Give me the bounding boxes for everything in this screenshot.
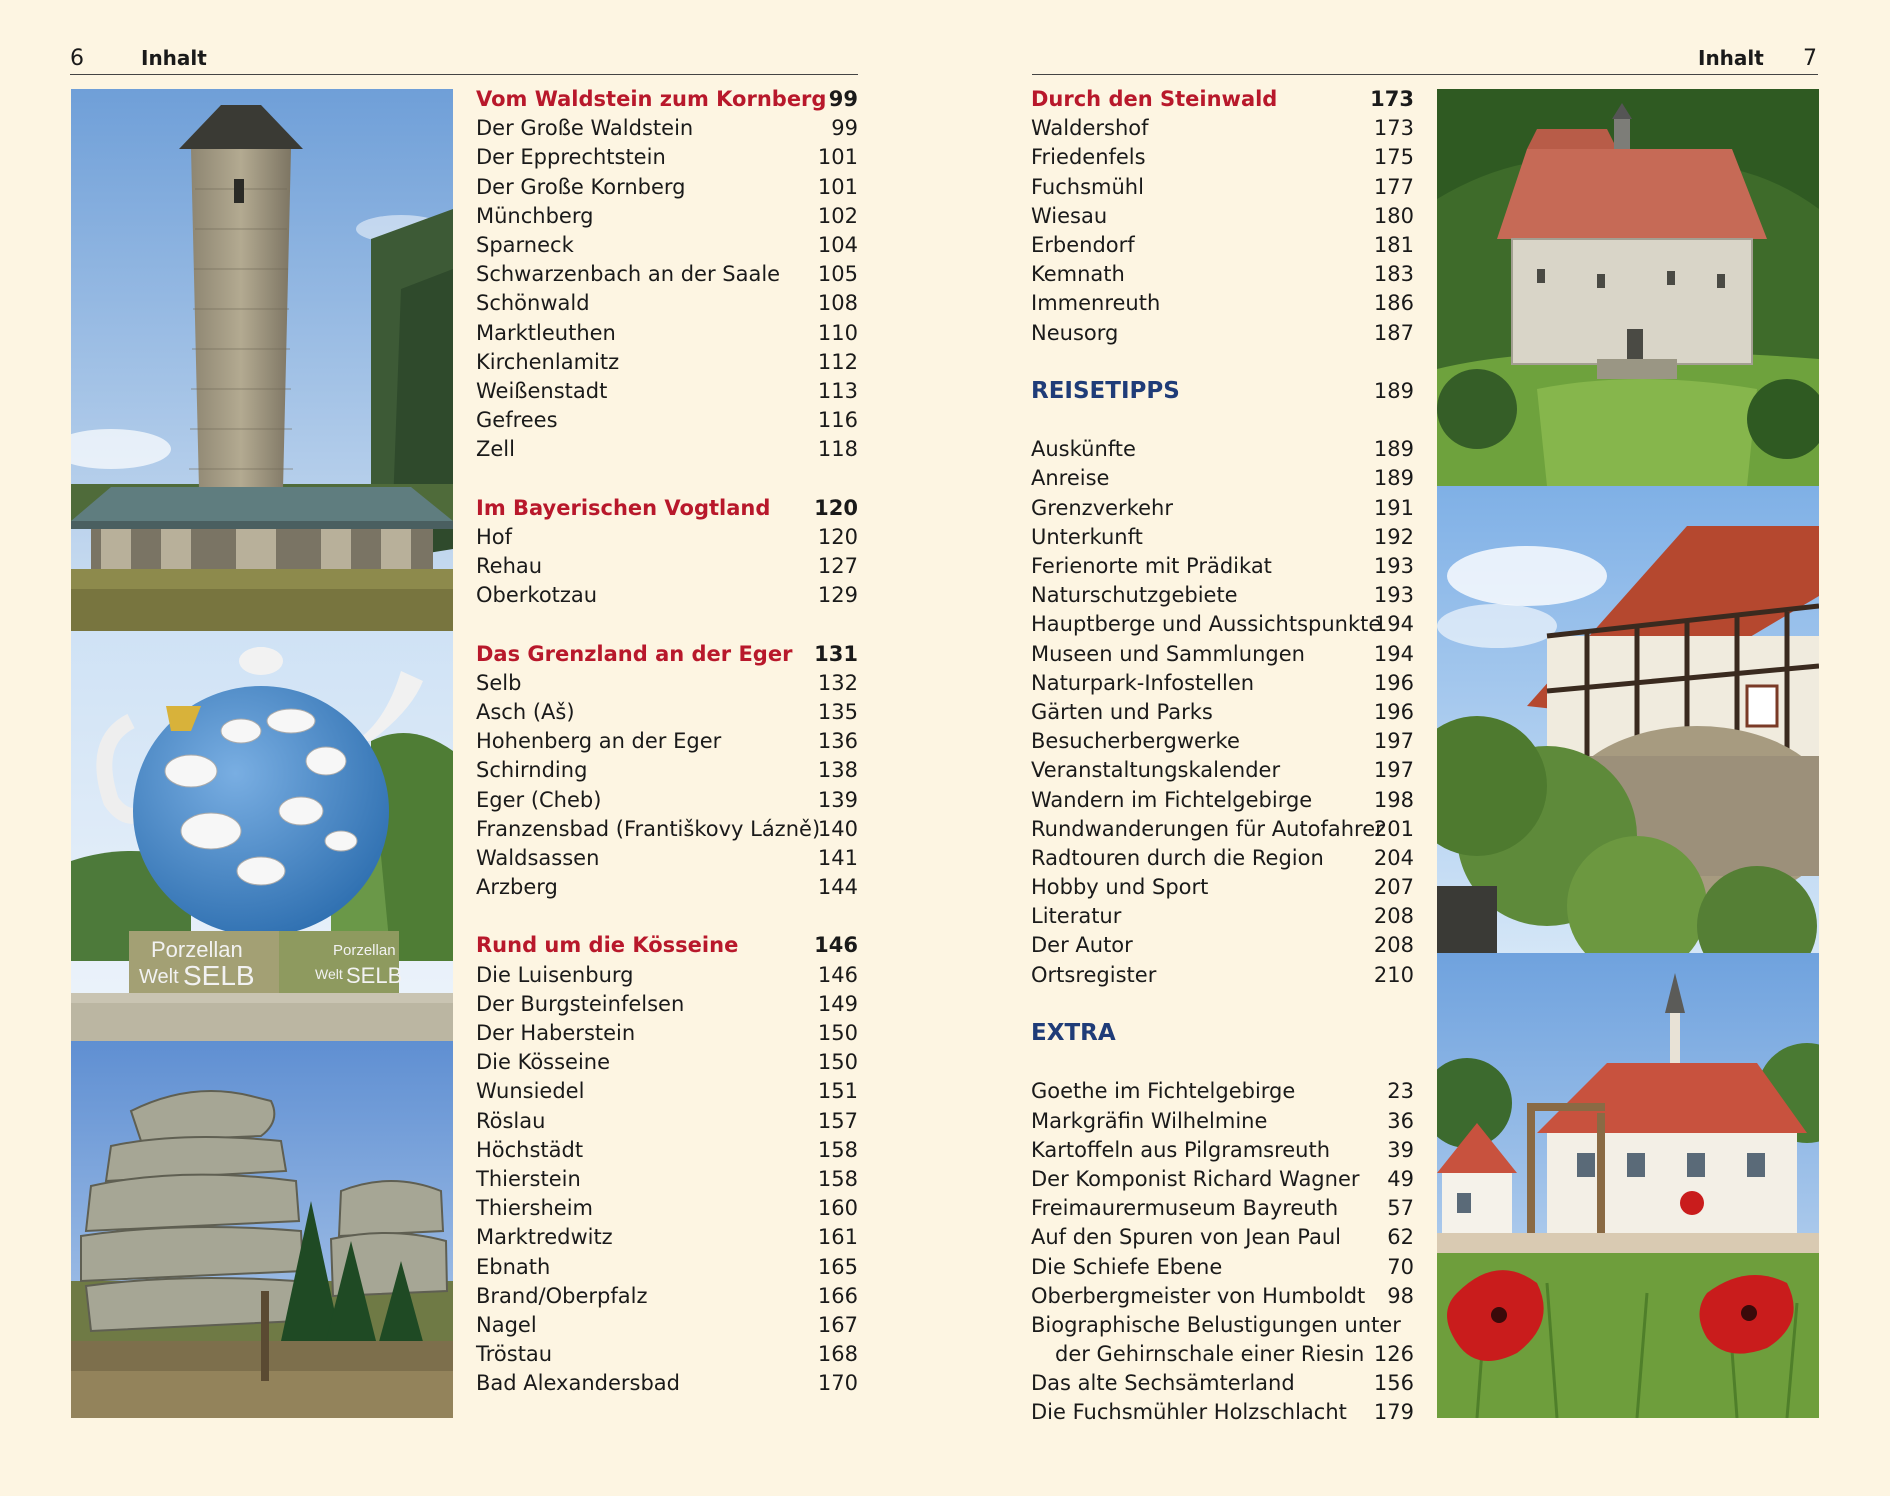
toc-entry-page: 197 [1373, 729, 1414, 754]
toc-gap [1031, 1048, 1414, 1077]
teapot-sign2-selb: SELB [346, 963, 403, 988]
toc-entry-title: Der Große Waldstein [476, 116, 694, 141]
toc-entry-page: 113 [817, 378, 858, 403]
toc-entry[interactable] [476, 1019, 858, 1048]
toc-entry[interactable] [476, 1369, 858, 1398]
toc-entry-title: Anreise [1031, 466, 1110, 491]
toc-entry-title: Freimaurermuseum Bayreuth [1031, 1196, 1339, 1221]
toc-entry-page: 187 [1373, 320, 1414, 345]
toc-entry[interactable] [476, 143, 858, 172]
toc-entry-page: 166 [817, 1283, 858, 1308]
toc-entry-title: Wunsiedel [476, 1079, 585, 1104]
toc-entry-page: 23 [1387, 1079, 1414, 1104]
toc-entry-title: Wiesau [1031, 203, 1108, 228]
rocks-photo [71, 1041, 453, 1418]
toc-entry[interactable] [476, 961, 858, 990]
toc-entry-page: 196 [1373, 699, 1414, 724]
toc-entry-title: Kirchenlamitz [476, 349, 620, 374]
toc-entry-title: Waldershof [1031, 116, 1149, 141]
toc-entry-page: 156 [1373, 1371, 1414, 1396]
toc-entry-page: 150 [817, 1021, 858, 1045]
toc-entry-page: 189 [1373, 437, 1414, 462]
toc-entry-title: Das Grenzland an der Eger [476, 641, 793, 666]
toc-entry-title: Vom Waldstein zum Kornberg [476, 87, 827, 111]
toc-gap [476, 464, 858, 493]
toc-entry[interactable] [1031, 114, 1414, 143]
toc-entry-page: 160 [817, 1196, 858, 1221]
toc-entry-page: 101 [817, 174, 858, 199]
toc-entry-title: Schönwald [476, 291, 590, 316]
toc-entry-title: Thiersheim [476, 1196, 593, 1221]
teapot-sign2-line1: Porzellan [333, 942, 396, 959]
toc-entry-page: 129 [817, 583, 858, 608]
toc-entry[interactable] [476, 1165, 858, 1194]
toc-entry-title: Franzensbad (Františkovy Lázně) [476, 816, 821, 841]
toc-entry[interactable] [1031, 756, 1414, 785]
toc-entry-title: Markgräfin Wilhelmine [1031, 1108, 1268, 1133]
toc-entry[interactable] [476, 990, 858, 1019]
toc-entry[interactable] [1031, 1107, 1414, 1136]
toc-entry[interactable] [1031, 698, 1414, 727]
left-header-rule [70, 74, 858, 75]
toc-entry[interactable] [476, 173, 858, 202]
toc-entry-title: Asch (Aš) [476, 699, 575, 724]
poppy-village-photo [1437, 953, 1819, 1418]
toc-entry-page: 192 [1373, 524, 1414, 549]
toc-gap [1031, 348, 1414, 377]
toc-entry[interactable] [1031, 173, 1414, 202]
toc-entry-title: Die Schiefe Ebene [1031, 1254, 1223, 1279]
toc-entry-page: 194 [1373, 612, 1414, 637]
toc-entry-title: Schirnding [476, 758, 588, 783]
toc-entry-page: 144 [817, 875, 858, 900]
toc-entry-title: Ebnath [476, 1254, 551, 1279]
toc-entry[interactable] [476, 406, 858, 435]
toc-entry-page: 57 [1387, 1196, 1414, 1221]
toc-entry-title: Naturschutzgebiete [1031, 583, 1238, 608]
toc-entry-title: Kartoffeln aus Pilgramsreuth [1031, 1137, 1331, 1162]
toc-entry[interactable] [476, 1340, 858, 1369]
toc-entry-page: 175 [1373, 145, 1414, 170]
toc-major-heading[interactable] [1031, 377, 1414, 406]
toc-entry-title: Die Luisenburg [476, 962, 634, 987]
toc-entry[interactable] [476, 1311, 858, 1340]
toc-entry-page: 167 [817, 1312, 858, 1337]
toc-entry-title: Brand/Oberpfalz [476, 1283, 648, 1308]
toc-entry-page: 112 [817, 349, 858, 374]
toc-entry[interactable] [1031, 1369, 1414, 1398]
toc-entry-title: Hauptberge und Aussichtspunkte [1031, 612, 1382, 637]
right-toc [1031, 85, 1414, 1428]
toc-entry[interactable] [476, 114, 858, 143]
toc-entry[interactable] [1031, 844, 1414, 873]
toc-entry[interactable] [1031, 669, 1414, 698]
toc-entry[interactable] [1031, 931, 1414, 960]
toc-entry[interactable] [476, 698, 858, 727]
toc-entry[interactable] [1031, 494, 1414, 523]
toc-entry-title: Rehau [476, 554, 543, 578]
toc-entry-title: Nagel [476, 1312, 537, 1337]
toc-entry-page: 104 [817, 232, 858, 257]
toc-section-heading[interactable] [476, 85, 858, 114]
toc-entry-title: Thierstein [476, 1166, 581, 1191]
toc-entry-title: Die Kösseine [476, 1050, 611, 1075]
toc-entry[interactable] [1031, 1253, 1414, 1282]
toc-entry-title: Veranstaltungskalender [1031, 758, 1281, 783]
toc-entry-title: Oberkotzau [476, 583, 598, 608]
toc-entry-title: Unterkunft [1031, 524, 1143, 549]
toc-entry-title: Der Komponist Richard Wagner [1031, 1166, 1360, 1191]
toc-entry-page: 161 [817, 1225, 858, 1250]
toc-entry-title: Schwarzenbach an der Saale [476, 262, 781, 287]
toc-entry[interactable] [476, 1048, 858, 1077]
toc-entry-page: 191 [1373, 495, 1414, 520]
toc-entry[interactable] [1031, 1282, 1414, 1311]
toc-entry[interactable] [476, 1253, 858, 1282]
toc-entry-title: Der Autor [1031, 933, 1133, 958]
toc-entry[interactable] [1031, 727, 1414, 756]
toc-entry-page: 146 [814, 933, 858, 958]
toc-entry-page: 127 [817, 554, 858, 578]
toc-entry-title: Sparneck [476, 232, 574, 257]
toc-entry-title: Rund um die Kösseine [476, 933, 739, 958]
toc-entry-title: Wandern im Fichtelgebirge [1031, 787, 1313, 812]
left-toc [476, 85, 858, 1398]
toc-section-heading[interactable] [476, 931, 858, 960]
toc-entry-title: der Gehirnschale einer Riesin [1055, 1342, 1365, 1367]
toc-entry-page: 198 [1373, 787, 1414, 812]
toc-entry[interactable] [476, 873, 858, 902]
teapot-sign2-welt: Welt [315, 966, 343, 982]
toc-gap [1031, 406, 1414, 435]
toc-entry-title: Gärten und Parks [1031, 699, 1213, 724]
toc-entry-page: 179 [1373, 1400, 1414, 1425]
toc-entry-title: Bad Alexandersbad [476, 1371, 680, 1396]
toc-gap [1031, 990, 1414, 1019]
right-header-label: Inhalt [1698, 46, 1764, 70]
toc-entry-page: 98 [1387, 1283, 1414, 1308]
toc-entry-page: 135 [817, 699, 858, 724]
toc-entry-title: Besucherbergwerke [1031, 729, 1240, 754]
toc-entry[interactable] [1031, 1398, 1414, 1427]
toc-entry-page: 70 [1387, 1254, 1414, 1279]
toc-entry-title: Neusorg [1031, 320, 1119, 345]
toc-entry-page: 105 [817, 262, 858, 287]
toc-entry-title: Durch den Steinwald [1031, 87, 1278, 111]
toc-entry-title: Museen und Sammlungen [1031, 641, 1305, 666]
toc-entry-page: 101 [817, 145, 858, 170]
chapel-photo [1437, 89, 1819, 486]
toc-entry-page: 180 [1373, 203, 1414, 228]
toc-entry[interactable] [476, 669, 858, 698]
toc-entry-title: Hohenberg an der Eger [476, 729, 722, 754]
toc-entry-title: EXTRA [1031, 1020, 1116, 1046]
toc-entry-title: Fuchsmühl [1031, 174, 1144, 199]
toc-entry-page: 158 [817, 1137, 858, 1162]
toc-entry-page: 196 [1373, 670, 1414, 695]
toc-entry[interactable] [1031, 1223, 1414, 1252]
toc-entry[interactable] [476, 231, 858, 260]
toc-entry[interactable] [1031, 464, 1414, 493]
toc-entry[interactable] [1031, 873, 1414, 902]
toc-entry-page: 207 [1373, 875, 1414, 900]
toc-entry-title: Literatur [1031, 904, 1122, 929]
toc-entry-title: Der Große Kornberg [476, 174, 686, 199]
toc-major-heading[interactable] [1031, 1019, 1414, 1048]
toc-entry[interactable] [476, 1136, 858, 1165]
toc-entry-page: 116 [817, 408, 858, 433]
right-header-rule [1032, 74, 1818, 75]
toc-entry-page: 126 [1373, 1342, 1414, 1367]
castle-photo [1437, 486, 1819, 953]
toc-entry-title: Ortsregister [1031, 962, 1157, 987]
toc-entry-page: 157 [817, 1108, 858, 1133]
toc-entry-page: 208 [1373, 933, 1414, 958]
toc-entry-page: 173 [1373, 116, 1414, 141]
toc-entry-page: 149 [817, 991, 858, 1016]
toc-entry-title: Arzberg [476, 875, 558, 900]
toc-entry[interactable] [1031, 1136, 1414, 1165]
right-page-number: 7 [1803, 46, 1817, 71]
toc-entry[interactable] [1031, 231, 1414, 260]
toc-entry-page: 99 [831, 116, 858, 141]
toc-entry-page: 183 [1373, 262, 1414, 287]
right-page [945, 0, 1890, 1496]
toc-entry-title: Ferienorte mit Prädikat [1031, 554, 1272, 578]
toc-entry[interactable] [476, 786, 858, 815]
toc-entry-page: 99 [828, 87, 858, 111]
toc-entry[interactable] [476, 289, 858, 318]
toc-entry[interactable] [1031, 260, 1414, 289]
toc-entry-title: Auskünfte [1031, 437, 1136, 462]
toc-entry[interactable] [476, 1223, 858, 1252]
toc-entry-page: 118 [817, 437, 858, 462]
toc-entry-page: 204 [1373, 845, 1414, 870]
toc-entry-page: 146 [817, 962, 858, 987]
toc-entry-page: 62 [1387, 1225, 1414, 1250]
toc-entry[interactable] [476, 727, 858, 756]
toc-entry-page: 138 [817, 758, 858, 783]
toc-entry-title: Das alte Sechsämterland [1031, 1371, 1295, 1396]
toc-entry-title: Marktredwitz [476, 1225, 613, 1250]
toc-entry-page: 108 [817, 291, 858, 316]
toc-entry-title: Der Burgsteinfelsen [476, 991, 685, 1016]
toc-entry-title: Grenzverkehr [1031, 495, 1173, 520]
toc-entry[interactable] [1031, 202, 1414, 231]
toc-entry-title: REISETIPPS [1031, 377, 1180, 404]
toc-entry-page: 151 [817, 1079, 858, 1104]
toc-entry-title: Kemnath [1031, 262, 1125, 287]
toc-entry-page: 173 [1370, 87, 1414, 111]
teapot-sign-welt: Welt [139, 966, 179, 988]
toc-entry[interactable] [1031, 143, 1414, 172]
toc-entry-page: 132 [817, 670, 858, 695]
left-header-label: Inhalt [141, 46, 207, 70]
toc-entry-page: 150 [817, 1050, 858, 1075]
toc-entry-title: Naturpark-Infostellen [1031, 670, 1255, 695]
toc-entry[interactable] [1031, 786, 1414, 815]
toc-entry[interactable] [476, 844, 858, 873]
toc-entry[interactable] [476, 815, 858, 844]
toc-entry[interactable] [476, 348, 858, 377]
toc-entry-page: 120 [814, 495, 858, 520]
toc-entry-page: 208 [1373, 904, 1414, 929]
toc-entry-title: Selb [476, 670, 522, 695]
toc-entry-title: Der Epprechtstein [476, 145, 666, 170]
toc-entry-page: 49 [1387, 1166, 1414, 1191]
toc-entry[interactable] [476, 1282, 858, 1311]
toc-entry-page: 136 [817, 729, 858, 754]
toc-entry-title: Oberbergmeister von Humboldt [1031, 1283, 1366, 1308]
toc-entry-page: 194 [1373, 641, 1414, 666]
teapot-sign-line1: Porzellan [151, 937, 243, 962]
toc-section-heading[interactable] [476, 494, 858, 523]
toc-entry-page: 197 [1373, 758, 1414, 783]
toc-entry-title: Zell [476, 437, 515, 462]
toc-entry[interactable] [1031, 1340, 1414, 1369]
toc-entry[interactable] [1031, 1194, 1414, 1223]
toc-entry-page: 201 [1373, 816, 1414, 841]
toc-entry-title: Eger (Cheb) [476, 787, 602, 812]
toc-entry[interactable] [476, 523, 858, 552]
toc-entry-title: Münchberg [476, 203, 594, 228]
toc-entry-title: Waldsassen [476, 845, 600, 870]
toc-entry-page: 165 [817, 1254, 858, 1279]
toc-entry-title: Höchstädt [476, 1137, 584, 1162]
toc-entry-page: 177 [1373, 174, 1414, 199]
toc-entry-title: Goethe im Fichtelgebirge [1031, 1079, 1296, 1104]
toc-entry[interactable] [476, 581, 858, 610]
toc-entry-title: Die Fuchsmühler Holzschlacht [1031, 1400, 1347, 1425]
toc-entry[interactable] [476, 435, 858, 464]
toc-entry[interactable] [476, 1107, 858, 1136]
tower-photo [71, 89, 453, 631]
toc-entry-page: 170 [817, 1371, 858, 1396]
toc-entry[interactable] [1031, 435, 1414, 464]
toc-entry[interactable] [1031, 961, 1414, 990]
toc-entry-title: Marktleuthen [476, 320, 616, 345]
teapot-sign-selb: SELB [183, 960, 255, 991]
toc-entry-page: 36 [1387, 1108, 1414, 1133]
toc-entry[interactable] [476, 377, 858, 406]
toc-entry[interactable] [476, 1077, 858, 1106]
toc-entry-page: 181 [1373, 232, 1414, 257]
toc-entry[interactable] [1031, 289, 1414, 318]
toc-gap [476, 902, 858, 931]
toc-entry[interactable] [476, 202, 858, 231]
toc-section-heading[interactable] [1031, 85, 1414, 114]
toc-entry-title: Röslau [476, 1108, 546, 1133]
toc-entry[interactable] [1031, 610, 1414, 639]
toc-gap [476, 610, 858, 639]
left-page-number: 6 [70, 46, 84, 71]
toc-entry-page: 193 [1373, 554, 1414, 578]
toc-entry[interactable] [476, 319, 858, 348]
toc-entry-title: Friedenfels [1031, 145, 1146, 170]
toc-entry-page: 39 [1387, 1137, 1414, 1162]
toc-entry-page: 120 [817, 524, 858, 549]
toc-entry[interactable] [1031, 523, 1414, 552]
toc-entry-title: Im Bayerischen Vogtland [476, 495, 771, 520]
toc-entry-title: Auf den Spuren von Jean Paul [1031, 1225, 1341, 1250]
teapot-photo [71, 631, 453, 1041]
toc-entry-page: 189 [1373, 466, 1414, 491]
toc-entry-page: 186 [1373, 291, 1414, 316]
toc-entry-title: Gefrees [476, 408, 558, 433]
toc-entry[interactable] [1031, 319, 1414, 348]
toc-entry[interactable] [1031, 1165, 1414, 1194]
toc-entry-page: 110 [817, 320, 858, 345]
toc-entry-title: Erbendorf [1031, 232, 1135, 257]
toc-entry-page: 210 [1373, 962, 1414, 987]
toc-entry[interactable] [1031, 581, 1414, 610]
toc-entry-page: 140 [817, 816, 858, 841]
toc-entry-title: Immenreuth [1031, 291, 1161, 316]
toc-entry[interactable] [1031, 1077, 1414, 1106]
toc-entry-title: Radtouren durch die Region [1031, 845, 1324, 870]
toc-entry-page: 131 [814, 641, 858, 666]
toc-entry-page: 158 [817, 1166, 858, 1191]
toc-section-heading[interactable] [476, 640, 858, 669]
toc-entry[interactable] [476, 260, 858, 289]
toc-entry-title: Der Haberstein [476, 1021, 636, 1045]
toc-entry-page: 168 [817, 1342, 858, 1367]
toc-entry-title: Tröstau [476, 1342, 553, 1367]
toc-entry-page: 139 [817, 787, 858, 812]
toc-entry-page: 189 [1373, 378, 1414, 403]
toc-entry-page: 102 [817, 203, 858, 228]
toc-entry[interactable] [476, 1194, 858, 1223]
toc-entry-title: Rundwanderungen für Autofahrer [1031, 816, 1384, 841]
toc-entry-title: Hof [476, 524, 513, 549]
toc-entry-title: Hobby und Sport [1031, 875, 1209, 900]
toc-entry[interactable] [1031, 902, 1414, 931]
toc-entry-page: 141 [817, 845, 858, 870]
toc-entry-page: 193 [1373, 583, 1414, 608]
toc-entry[interactable] [1031, 815, 1414, 844]
toc-entry[interactable] [1031, 1311, 1414, 1340]
toc-entry-title: Weißenstadt [476, 378, 608, 403]
toc-entry[interactable] [1031, 640, 1414, 669]
toc-entry[interactable] [1031, 552, 1414, 581]
toc-entry-title: Biographische Belustigungen unter [1031, 1312, 1401, 1337]
toc-entry[interactable] [476, 552, 858, 581]
toc-entry[interactable] [476, 756, 858, 785]
